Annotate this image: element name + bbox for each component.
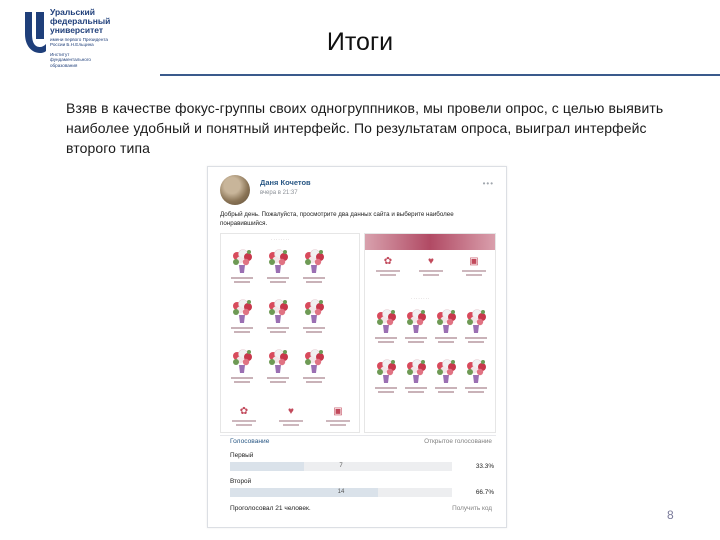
poll-total: Проголосовал 21 человек. bbox=[230, 505, 311, 512]
product-price bbox=[234, 281, 250, 283]
poll-label: Голосование bbox=[230, 438, 270, 445]
product-caption bbox=[231, 327, 253, 329]
product-price bbox=[438, 391, 454, 393]
site-banner bbox=[365, 234, 495, 250]
bouquet-image bbox=[266, 348, 290, 374]
product-card[interactable] bbox=[263, 296, 293, 340]
page-title: Итоги bbox=[326, 28, 394, 56]
poll-option-bar[interactable] bbox=[230, 488, 452, 497]
product-card[interactable] bbox=[263, 246, 293, 290]
icon-caption bbox=[279, 420, 303, 422]
product-card[interactable] bbox=[371, 306, 401, 350]
gift-icon: ▣ bbox=[469, 256, 479, 267]
title-divider bbox=[160, 74, 720, 76]
icon-caption bbox=[380, 274, 396, 276]
catalog-caption: · · · · · · · · bbox=[411, 296, 430, 301]
post-author[interactable]: Даня Кочетов bbox=[260, 178, 311, 187]
product-card[interactable] bbox=[263, 346, 293, 390]
product-price bbox=[306, 381, 322, 383]
product-caption bbox=[375, 337, 397, 339]
avatar[interactable] bbox=[220, 175, 250, 205]
product-card[interactable] bbox=[299, 346, 329, 390]
product-caption bbox=[435, 387, 457, 389]
heart-icon: ♥ bbox=[288, 406, 294, 417]
product-caption bbox=[231, 277, 253, 279]
more-dots-icon[interactable]: ••• bbox=[482, 179, 494, 188]
bouquet-image bbox=[434, 358, 458, 384]
bouquet-image bbox=[404, 358, 428, 384]
icon-caption bbox=[423, 274, 439, 276]
bouquet-image bbox=[464, 358, 488, 384]
product-price bbox=[270, 331, 286, 333]
logo-name-line: Уральский bbox=[50, 7, 95, 17]
heart-icon: ♥ bbox=[428, 256, 434, 267]
bouquet-image bbox=[302, 248, 326, 274]
bouquet-image bbox=[266, 248, 290, 274]
bouquet-image bbox=[302, 348, 326, 374]
logo-sub-line: России Б.Н.Ельцина bbox=[50, 42, 94, 48]
product-caption bbox=[303, 327, 325, 329]
site-design-first[interactable] bbox=[220, 233, 360, 433]
product-caption bbox=[303, 277, 325, 279]
icon-caption bbox=[376, 270, 400, 272]
product-price bbox=[234, 381, 250, 383]
bouquet-image bbox=[230, 298, 254, 324]
product-price bbox=[234, 331, 250, 333]
product-caption bbox=[465, 387, 487, 389]
product-price bbox=[408, 341, 424, 343]
product-price bbox=[408, 391, 424, 393]
poll bbox=[220, 435, 496, 521]
product-caption bbox=[231, 377, 253, 379]
product-caption bbox=[405, 337, 427, 339]
poll-option-count: 7 bbox=[339, 463, 343, 469]
flower-icon: ✿ bbox=[239, 406, 249, 417]
product-card[interactable] bbox=[431, 356, 461, 400]
gift-icon: ▣ bbox=[333, 406, 343, 417]
quality-icon-item bbox=[414, 256, 448, 282]
icon-caption bbox=[466, 274, 482, 276]
product-card[interactable] bbox=[401, 306, 431, 350]
post-date[interactable]: вчера в 21:37 bbox=[260, 190, 298, 196]
bouquet-image bbox=[230, 348, 254, 374]
catalog-caption: · · · · · · · · bbox=[271, 237, 290, 242]
intro-paragraph: Взяв в качестве фокус-группы своих одногруппников, мы провели опрос, с целью выявить наиболее удобный и понятный интерфейс. По результатам опроса, выиграл интерфейс второго типа bbox=[66, 100, 664, 156]
product-caption bbox=[375, 387, 397, 389]
logo-institute-line: фундаментального bbox=[50, 57, 91, 63]
logo-sub-line: имени первого Президента bbox=[50, 37, 108, 42]
logo-institute-line: Институт bbox=[50, 51, 70, 57]
logo-name-line: федеральный bbox=[50, 16, 111, 26]
icon-caption bbox=[283, 424, 299, 426]
product-caption bbox=[405, 387, 427, 389]
icon-caption bbox=[330, 424, 346, 426]
bouquet-image bbox=[374, 308, 398, 334]
university-emblem-icon bbox=[22, 10, 48, 56]
product-price bbox=[438, 341, 454, 343]
product-card[interactable] bbox=[401, 356, 431, 400]
product-price bbox=[378, 391, 394, 393]
product-card[interactable] bbox=[461, 306, 491, 350]
logo-institute-line: образования bbox=[50, 62, 78, 68]
product-card[interactable] bbox=[371, 356, 401, 400]
product-card[interactable] bbox=[431, 306, 461, 350]
poll-option-name: Первый bbox=[230, 452, 254, 459]
icon-caption bbox=[326, 420, 350, 422]
page-number: 8 bbox=[667, 508, 674, 522]
product-caption bbox=[267, 327, 289, 329]
university-logo bbox=[22, 8, 132, 72]
logo-name-line: университет bbox=[50, 25, 104, 35]
poll-option-percent: 33.3% bbox=[475, 463, 494, 470]
delivery-icon-item bbox=[227, 406, 261, 432]
gift-icon-item bbox=[321, 406, 355, 432]
bouquet-image bbox=[434, 308, 458, 334]
product-price bbox=[306, 331, 322, 333]
product-price bbox=[270, 281, 286, 283]
poll-option-bar[interactable] bbox=[230, 462, 452, 471]
post-header bbox=[220, 175, 496, 203]
product-caption bbox=[267, 277, 289, 279]
bouquet-image bbox=[374, 358, 398, 384]
poll-option-name: Второй bbox=[230, 478, 252, 485]
site-design-second[interactable] bbox=[364, 233, 496, 433]
bouquet-image bbox=[404, 308, 428, 334]
product-caption bbox=[465, 337, 487, 339]
delivery-icon-item bbox=[371, 256, 405, 282]
product-card[interactable] bbox=[299, 246, 329, 290]
product-card[interactable] bbox=[461, 356, 491, 400]
post-text: Добрый день. Пожалуйста, просмотрите два данных сайта и выберите наиболее понравившийся. bbox=[220, 211, 454, 227]
product-card[interactable] bbox=[227, 246, 257, 290]
get-code-link[interactable]: Получить код bbox=[452, 505, 492, 512]
icon-caption bbox=[462, 270, 486, 272]
icon-caption bbox=[236, 424, 252, 426]
product-price bbox=[306, 281, 322, 283]
product-caption bbox=[435, 337, 457, 339]
bouquet-image bbox=[464, 308, 488, 334]
quality-icon-item bbox=[274, 406, 308, 432]
product-card[interactable] bbox=[227, 346, 257, 390]
icon-caption bbox=[232, 420, 256, 422]
icon-caption bbox=[419, 270, 443, 272]
product-price bbox=[468, 341, 484, 343]
product-card[interactable] bbox=[227, 296, 257, 340]
product-caption bbox=[303, 377, 325, 379]
bouquet-image bbox=[230, 248, 254, 274]
poll-option-percent: 66.7% bbox=[475, 489, 494, 496]
logo-text bbox=[50, 8, 110, 68]
poll-type: Открытое голосование bbox=[424, 438, 492, 445]
product-price bbox=[468, 391, 484, 393]
product-card[interactable] bbox=[299, 296, 329, 340]
gift-icon-item bbox=[457, 256, 491, 282]
flower-icon: ✿ bbox=[383, 256, 393, 267]
product-caption bbox=[267, 377, 289, 379]
product-price bbox=[270, 381, 286, 383]
product-price bbox=[378, 341, 394, 343]
bouquet-image bbox=[302, 298, 326, 324]
bouquet-image bbox=[266, 298, 290, 324]
social-post-screenshot bbox=[207, 166, 507, 528]
poll-option-count: 14 bbox=[337, 489, 345, 495]
